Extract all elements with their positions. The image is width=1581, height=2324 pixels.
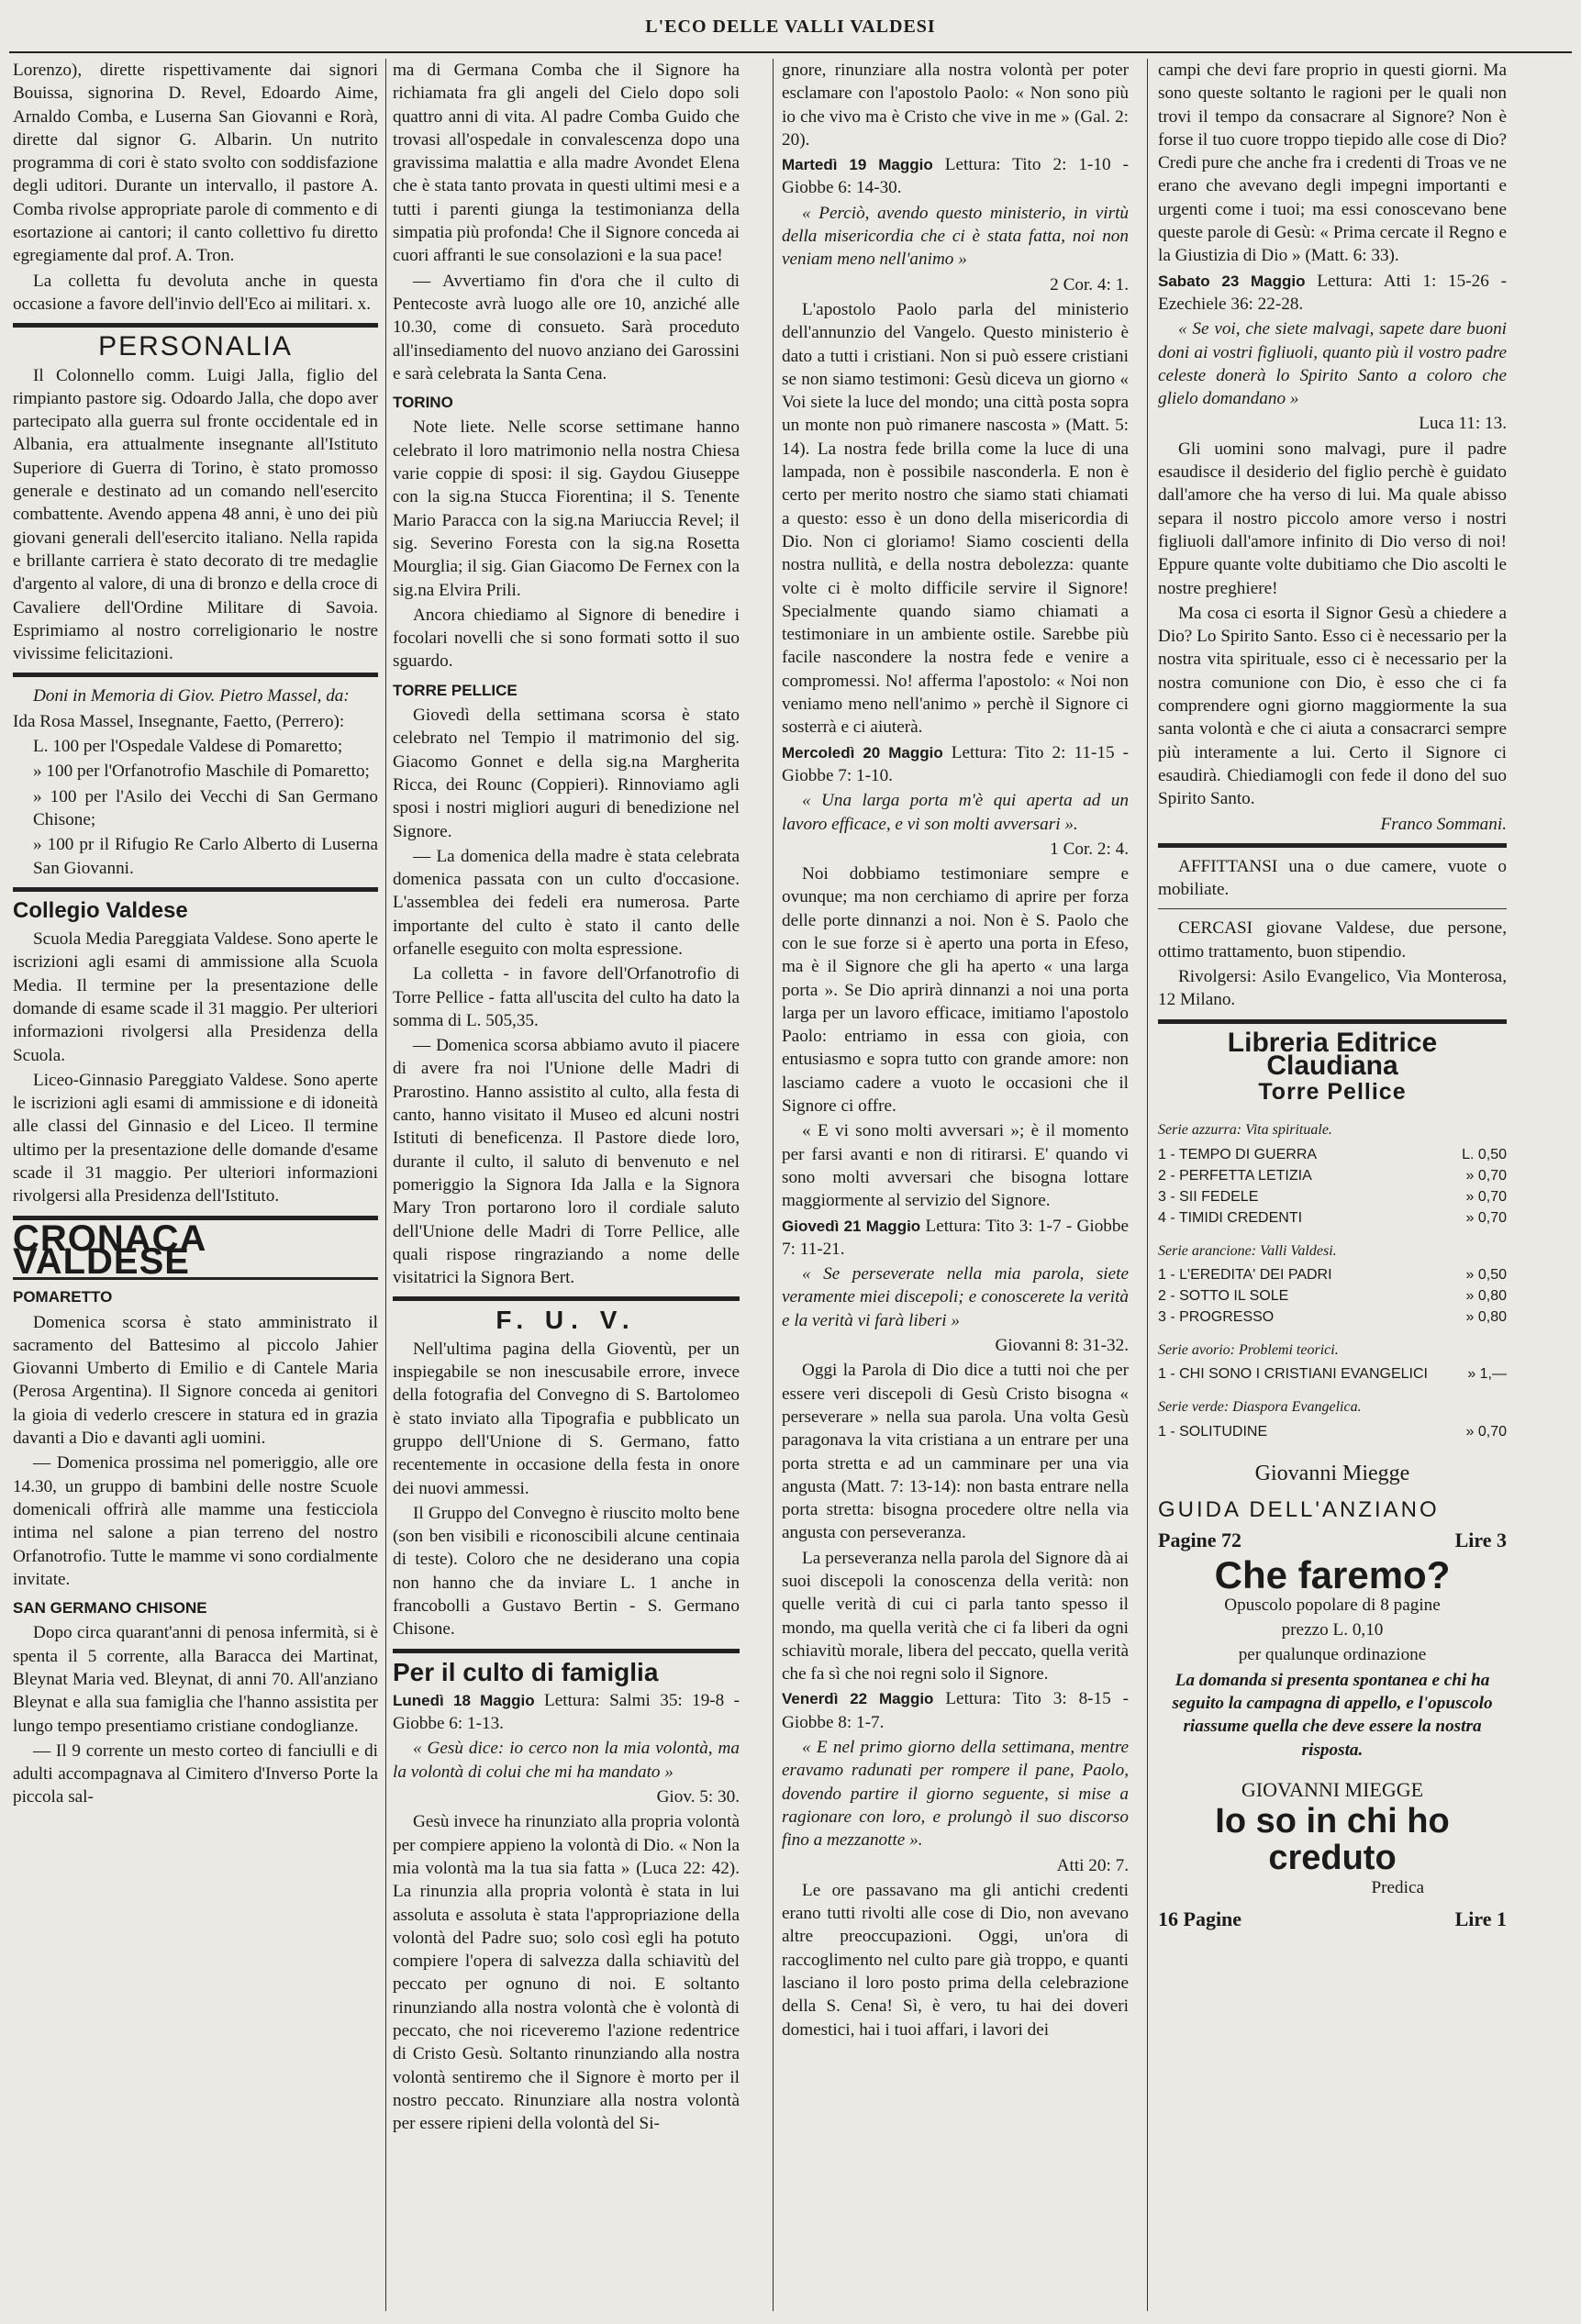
reading-ref: Giov. 5: 30. [656,1787,740,1807]
series-title: Serie avorio: Problemi teorici. [1158,1342,1339,1359]
section-rule [393,1296,740,1301]
article-text: — La domenica della madre è stata celebrata domenica passata con un culto d'occasione. L'assemblea dei fedeli era numerosa. Parte importante del culto è stato il canto delle orfanelle eseguito con molta espressione. [393,846,740,959]
classified-ad: AFFITTANSI una o due camere, vuote o mobiliate. [1158,856,1507,900]
section-title: Collegio Valdese [13,897,188,923]
reading-quote: « E nel primo giorno della settimana, mentre eravamo radunati per rompere il pane, Paolo, dovendo partire il giorno seguente, si mise a ragionare con loro, e prolungò il suo discorso fino a mezzanotte ». [782,1738,1129,1851]
pamphlet-text: per qualunque ordinazione [1238,1645,1427,1665]
reading-ref: Atti 20: 7. [1056,1855,1129,1875]
article-text: Liceo-Ginnasio Pareggiato Valdese. Sono aperte le iscrizioni agli esami di ammissione e di idoneità alle classi del Ginnasio e del Liceo. Il termine ultimo per la presentazione delle domande d'esame scade il 31 maggio. Per ulteriori informazioni rivolgersi alla Presidenza dell'Istituto. [13,1070,378,1206]
catalog-item: 1 - SOLITUDINE » 0,70 [1158,1423,1507,1440]
reading-quote: « Gesù dice: io cerco non la mia volontà, ma la volontà di colui che mi ha mandato » [393,1739,740,1782]
book-subtitle: Predica [1371,1878,1424,1898]
classified-ad: Rivolgersi: Asilo Evangelico, Via Monterosa, 12 Milano. [1158,966,1507,1010]
series-title: Serie azzurra: Vita spirituale. [1158,1122,1332,1139]
article-text: ma di Germana Comba che il Signore ha richiamata fra gli angeli del Cielo dopo soli quattro anni di vita. Al padre Comba Guido che trovasi all'ospedale in convalescenza dopo una gravissima malattia e alla madre Avondet Elena che è stata tanto provata in questi ultimi mesi e a tutti i parenti giunga la testimonianza della simpatia più profonda! Che il Signore conceda ai cuori affranti le sue consolazioni e la sua pace! [393,61,740,266]
section-title: CRONACA VALDESE [13,1228,378,1281]
catalog-item: 3 - PROGRESSO » 0,80 [1158,1309,1507,1326]
reading-ref: 1 Cor. 2: 4. [1050,839,1129,859]
doni-item: » 100 pr il Rifugio Re Carlo Alberto di Luserna San Giovanni. [33,835,378,878]
section-title: F. U. V. [495,1306,637,1335]
pamphlet-text: prezzo L. 0,10 [1281,1620,1384,1640]
article-text: La perseveranza nella parola del Signore dà ai suoi discepoli la conoscenza della verità: non quelle verità di cui ci parla tanto spesso il mondo, ma quella verità che ci fa liberi da ogni schiavitù morale, libera del peccato, quella verità che fa sì che noi regni solo il Signore. [782,1548,1129,1685]
catalog-item: 2 - SOTTO IL SOLE » 0,80 [1158,1288,1507,1305]
article-text: Domenica scorsa è stato amministrato il sacramento del Battesimo al piccolo Jahier Giovanni Umberto di Emilio e di Cantele Maria (Perosa Argentina). Il Signore conceda ai genitori la gioia di vederlo crescere in statura ed in grazia davanti a Dio e davanti agli uomini. [13,1312,378,1449]
article-text: campi che devi fare proprio in questi giorni. Ma sono queste soltanto le ragioni per le quali non trovi il tempo da consacrare al Signore? Non è forse il tuo cuore troppo tiepido alle cose di Dio? Credi pure che anche fra i credenti di Troas ve ne erano che avevano degli impegni importanti e urgenti come i tuoi; ma essi conoscevano bene queste parole di Gesù: « Prima cercate il Regno e la Giustizia di Dio » (Matt. 6: 33). [1158,61,1507,266]
series-title: Serie arancione: Valli Valdesi. [1158,1242,1337,1259]
article-text: Il Gruppo del Convegno è riuscito molto bene (son ben visibili e riconoscibili alcune centinaia di teste). Coloro che ne desiderano una copia non hanno che da inviare L. 1 anche in francobolli a Gustavo Bertin - S. Germano Chisone. [393,1503,740,1640]
article-text: Ma cosa ci esorta il Signor Gesù a chiedere a Dio? Lo Spirito Santo. Esso ci è necessario per la nostra vita spirituale, esso ci è necessario per la nostra comunione con Dio, è esso che ci fa comprendere ogni giorno maggiormente la sua santa volontà e che ci aiuta a consacrarci sempre più interamente a lui. Certo il Signore ci esaudirà. Chiediamogli con fede il dono del suo Spirito Santo. [1158,603,1507,809]
ad-rule [1158,908,1507,909]
reading-header: Mercoledì 20 Maggio Lettura: Tito 2: 11-15 - Giobbe 7: 1-10. [782,742,1129,785]
section-rule [13,673,378,677]
reading-quote: « Una larga porta m'è qui aperta ad un lavoro efficace, e vi son molti avversari ». [782,791,1129,834]
article-text: Gli uomini sono malvagi, pure il padre esaudisce il desiderio del figlio perchè è guidato dall'amore che ha verso di lui. Ma quale abisso separa il nostro piccolo amore verso i nostri figliuoli dall'amore infinito di Dio verso di noi! Eppure quante volte dubitiamo che Dio ascolti le nostre preghiere! [1158,439,1507,598]
section-rule [1158,843,1507,848]
article-text: La colletta - in favore dell'Orfanotrofio di Torre Pellice - fatta all'uscita del culto ha dato la somma di L. 505,35. [393,964,740,1030]
doni-item: » 100 per l'Orfanotrofio Maschile di Pomaretto; [33,762,370,782]
article-text: Giovedì della settimana scorsa è stato celebrato nel Tempio il matrimonio del sig. Giacomo Gonnet e della sig.na Margherita Ricca, dei Rounc (Coppieri). Rinnoviamo agli sposi i nostri migliori auguri di benedizione nel Signore. [393,706,740,841]
pamphlet-title: Che faremo? [1214,1552,1451,1596]
article-text: La colletta fu devoluta anche in questa occasione a favore dell'invio dell'Eco ai militari. x. [13,271,378,314]
article-text: L'apostolo Paolo parla del ministerio dell'annunzio del Vangelo. Questo ministerio è dato a tutti i cristiani. Non si può essere cristiani se non siamo testimoni: Gesù diceva un giorno « Voi siete la luce del mondo; una città posta sopra un monte non può rimanere nascosta » (Matt. 5: 14). La nostra fede brilla come la luce di una lampada, non è possibile nasconderla. E non è certo per merito nostro che siamo stati chiamati a questo: esso è un dono della misericordia di Dio. Non ci gloriamo! Siamo coscienti della nostra nullità, e della nostra debolezza: quante volte ci è molto difficile servire il Signore! Specialmente quando siamo chiamati a testimoniare in un ambiente ostile. Sarebbe più facile nascondere la nostra fede e venire a compromessi. No! afferma l'apostolo: « Noi non veniamo meno nell'animo » perchè il Signore ci sosterrà e ci aiuterà. [782,299,1129,738]
article-text: — Domenica prossima nel pomeriggio, alle ore 14.30, un gruppo di bambini delle nostre Scuole domenicali offrirà alle mamme una festicciola intima nel salone a pian terreno del nostro Orfanotrofio. Tutte le mamme vi sono cordialmente invitate. [13,1453,378,1589]
article-text: Dopo circa quarant'anni di penosa infermità, si è spenta il 5 corrente, alla Baracca dei Martinat, Bleynat Maria ved. Bleynat, di anni 70. All'anziano Bleynat e alla sua famiglia che l'hanno assistita per lungo tempo presentiamo cristiane condoglianze. [13,1623,378,1736]
reading-quote: « Se voi, che siete malvagi, sapete dare buoni doni ai vostri figliuoli, quanto più il vostro padre celeste donerà lo Spirito Santo a coloro che glielo domandano » [1158,319,1507,409]
reading-ref: 2 Cor. 4: 1. [1050,274,1129,295]
reading-ref: Luca 11: 13. [1419,414,1507,434]
author-signature: Franco Sommani. [1380,814,1507,834]
article-text: — Avvertiamo fin d'ora che il culto di Pentecoste avrà luogo alle ore 10, anziché alle 10.30, come di consueto. Sarà proceduto all'insediamento del nuovo anziano dei Garossini e sarà celebrata la Santa Cena. [393,271,740,384]
column-1 [13,59,378,2311]
doni-title: Doni in Memoria di Giov. Pietro Massel, da: [33,686,350,706]
article-text: Gesù invece ha rinunziato alla propria volontà per compiere appieno la volontà di Dio. « Non la mia volontà ma la tua sia fatta » (Luca 22: 42). La rinunzia alla propria volontà è stata in lui assoluta e assoluta è stata l'appropriazione della volontà del Padre suo; solo così egli ha potuto compiere l'opera di salvezza dalla schiavitù del peccato per ognuno di noi. E soltanto rinunziando alla nostra volontà che è volontà di peccato, che noi riceveremo l'azione redentrice di Cristo Gesù. Soltanto rinunziando alla nostra volontà sentiremo che il Signore è morto per il nostro peccato. Rinunziare alla nostra volontà per essere ripieni della volontà del Si- [393,1812,740,2134]
article-text: Le ore passavano ma gli antichi credenti erano tutti rivolti alle cose di Dio, non avevano altre preoccupazioni. Oggi, un'ora di raccoglimento nel culto pare già troppo, e quanti lasciano il loro posto prima della celebrazione della S. Cena! Sì, è vero, tu hai dei doveri domestici, hai i tuoi affari, i lavori dei [782,1880,1129,2040]
article-text: Nell'ultima pagina della Gioventù, per un inspiegabile se non inescusabile errore, invece della fotografia del Convegno di S. Bartolomeo è stato inviato alla Tipografia e pubblicato un gruppo dell'Unione di S. Germano, fatto recentemente in occasione della festa in onore dei nuovi ammessi. [393,1339,740,1498]
article-text: gnore, rinunziare alla nostra volontà per poter esclamare con l'apostolo Paolo: « Non sono più io che vivo ma è Cristo che vive in me » (Gal. 2: 20). [782,61,1129,150]
article-text: Il Colonnello comm. Luigi Jalla, figlio del rimpianto pastore sig. Odoardo Jalla, che dopo aver partecipato alla guerra sul fronte occidentale ed in Albania, era attualmente insegnante all'Istituto Superiore di Guerra di Torino, è stato promosso generale e destinato ad un comando nell'esercito combattente. Avendo appena 48 anni, è uno dei più giovani generali dell'esercito italiano. Nella rapida e brillante carriera è stato decorato di tre medaglie d'argento al valore, di una di bronzo e della croce di Cavaliere dell'Ordine Militare di Savoia. Esprimiamo al nostro correligionario le nostre vivissime felicitazioni. [13,365,378,664]
book-price-row: 16 Pagine Lire 1 [1158,1907,1507,1930]
column-divider [773,59,774,2311]
article-text: Ancora chiediamo al Signore di benedire i focolari novelli che si sono formati sotto il suo sguardo. [393,605,740,672]
reading-header: Venerdì 22 Maggio Lettura: Tito 3: 8-15 - Giobbe 8: 1-7. [782,1689,1129,1732]
article-text: Note liete. Nelle scorse settimane hanno celebrato il loro matrimonio nella nostra Chiesa varie coppie di sposi: il sig. Gaydou Giuseppe con la sig.na Stucca Fiorentina; il S. Tenente Mario Paracca con la sig.na Mariuccia Revel; il sig. Severino Foresta con la sig.na Rosetta Mourglia; il sig. Gian Giacomo De Fernex con la sig.na Elvira Prili. [393,417,740,600]
article-text: — Il 9 corrente un mesto corteo di fanciulli e di adulti accompagnava al Cimitero d'Inverso Porte la piccola sal- [13,1740,378,1807]
column-3 [782,59,1129,2311]
column-divider [1147,59,1148,2311]
book-title: GUIDA DELL'ANZIANO [1158,1496,1440,1522]
column-2 [393,59,740,2311]
reading-header: Martedì 19 Maggio Lettura: Tito 2: 1-10 - Giobbe 6: 14-30. [782,155,1129,198]
libreria-title: Libreria Editrice Claudiana [1227,1027,1438,1081]
catalog-item: 1 - L'EREDITA' DEI PADRI » 0,50 [1158,1267,1507,1284]
section-rule [13,887,378,892]
header-rule [9,51,1572,53]
place-title: POMARETTO [13,1288,113,1307]
place-title: SAN GERMANO CHISONE [13,1599,207,1618]
catalog-item: 3 - SII FEDELE » 0,70 [1158,1188,1507,1205]
article-text: Scuola Media Pareggiata Valdese. Sono aperte le iscrizioni agli esami di ammissione alla Scuola Media. Il termine per la presentazione delle domande di esame scade il 31 maggio. Per ulteriori informazioni rivolgersi alla Presidenza della Scuola. [13,929,378,1065]
column-4 [1158,59,1507,2311]
book-title: Io so in chi ho creduto [1215,1802,1450,1878]
doni-item: » 100 per l'Asilo dei Vecchi di San Germano Chisone; [33,786,378,829]
section-rule [393,1649,740,1653]
article-text: Noi dobbiamo testimoniare sempre e ovunque; ma non cerchiamo di aprire per forza delle porte dinnanzi a noi. Non è S. Paolo che con le sue forze si è aperto una porta in Efeso, ma è il Signore che gli ha aperto « una larga porta ». Se Dio aprirà dinnanzi a noi una porta larga per un lavoro efficace, imitiamo l'apostolo Paolo: entriamo in essa con gioia, con entusiasmo e sopra tutto con grande amore: non lasciamo cadere a vuoto le occasioni che il Signore ci offre. [782,864,1129,1117]
page-header: L'ECO DELLE VALLI VALDESI [645,17,936,37]
book-author: Giovanni Miegge [1254,1461,1410,1485]
catalog-item: 1 - CHI SONO I CRISTIANI EVANGELICI » 1,— [1158,1366,1507,1383]
catalog-item: 2 - PERFETTA LETIZIA » 0,70 [1158,1167,1507,1184]
reading-ref: Giovanni 8: 31-32. [995,1336,1129,1356]
section-title: Per il culto di famiglia [393,1657,659,1686]
reading-quote: « Se perseverate nella mia parola, siete veramente miei discepoli; e conoscerete la verità e la verità vi farà liberi » [782,1264,1129,1330]
place-title: TORINO [393,394,453,412]
article-text: « E vi sono molti avversari »; è il momento per farsi avanti e non di ritirarsi. E' quando vi sono molti avversari che bisogna lottare maggiormente al servizio del Signore. [782,1121,1129,1211]
section-rule [13,323,378,328]
libreria-subtitle: Torre Pellice [1258,1079,1407,1106]
series-title: Serie verde: Diaspora Evangelica. [1158,1399,1362,1416]
reading-header: Sabato 23 Maggio Lettura: Atti 1: 15-26 - Ezechiele 36: 22-28. [1158,271,1507,314]
pamphlet-text: Opuscolo popolare di 8 pagine [1224,1595,1441,1615]
section-title: PERSONALIA [98,331,293,362]
book-price-row: Pagine 72 Lire 3 [1158,1529,1507,1552]
section-rule [1158,1019,1507,1024]
reading-header: Giovedì 21 Maggio Lettura: Tito 3: 1-7 - Giobbe 7: 11-21. [782,1216,1129,1259]
article-text: Oggi la Parola di Dio dice a tutti noi che per essere veri discepoli di Gesù Cristo bisogna « perseverare » nella sua parola. Una volta Gesù paragonava la vita cristiana a un entrare per una porta stretta e ad un camminare per una via angusta (Matt. 7: 13-14): non basta entrare nella porta stretta: bisogna procedere oltre nella via angusta con perseveranza. [782,1361,1129,1543]
article-text: — Domenica scorsa abbiamo avuto il piacere di avere fra noi l'Unione delle Madri di Prarostino. Hanno assistito al culto, alla festa di canto, hanno visitato il Museo ed alcuni nostri Istituti di beneficenza. Il Pastore diede loro, durante il culto, il saluto di benvenuto e nel pomeriggio la Signora Ida Jalla e la Signora Mary Tron portarono loro il cordiale saluto dell'Unione delle Madri di Torre Pellice, alle quali rispose ringraziando a nome delle visitatrici la Signora Bert. [393,1036,740,1288]
reading-quote: « Perciò, avendo questo ministerio, in virtù della misericordia che ci è stata fatta, noi non veniam meno nell'animo » [782,203,1129,270]
book-author: GIOVANNI MIEGGE [1241,1777,1424,1801]
doni-item: L. 100 per l'Ospedale Valdese di Pomaretto; [33,737,343,757]
catalog-item: 1 - TEMPO DI GUERRA L. 0,50 [1158,1146,1507,1162]
catalog-item: 4 - TIMIDI CREDENTI » 0,70 [1158,1209,1507,1226]
column-divider [385,59,386,2311]
reading-header: Lunedì 18 Maggio Lettura: Salmi 35: 19-8 - Giobbe 6: 1-13. [393,1690,740,1734]
place-title: TORRE PELLICE [393,681,518,699]
pamphlet-text: La domanda si presenta spontanea e chi ha seguito la campagna di appello, e l'opuscolo riassume quella che deve essere la nostra risposta. [1172,1670,1493,1760]
article-text: Lorenzo), dirette rispettivamente dai signori Bouissa, signorina D. Revel, Edoardo Aime, Arnaldo Comba, e Lusernа San Giovanni e Rorà, dirette dal signor G. Albarin. Un nutrito programma di cori è stato svolto con soddisfazione degli uditori. Durante un intervallo, il pastore A. Comba rivolse appropriate parole di commento e di esortazione ai cantori; il canto collettivo fu diretto egregiamente dal prof. A. Tron. [13,61,378,266]
classified-ad: CERCASI giovane Valdese, due persone, ottimo trattamento, buon stipendio. [1158,918,1507,962]
doni-item: Ida Rosa Massel, Insegnante, Faetto, (Perrero): [13,711,345,731]
